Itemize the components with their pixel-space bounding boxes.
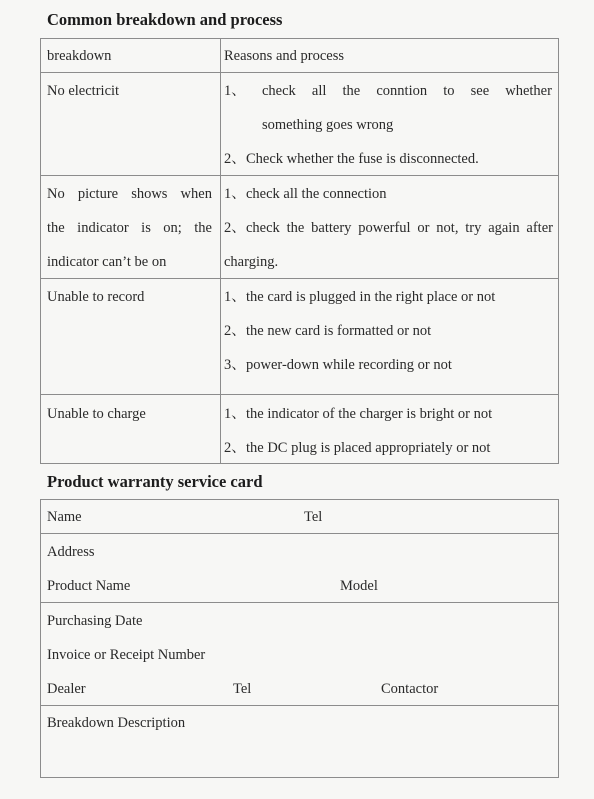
step-word: whether <box>505 83 552 99</box>
step-text: the card is plugged in the right place or not <box>246 289 496 305</box>
step-text-justified <box>246 219 553 237</box>
step-word: conntion <box>376 83 428 99</box>
step-number: 2、 <box>224 151 246 167</box>
process-column-header: Reasons and process <box>224 48 345 64</box>
step-word: the <box>342 83 361 99</box>
step-text: the new card is formatted or not <box>246 323 432 339</box>
row-divider <box>40 72 559 73</box>
breakdown-column-header: breakdown <box>47 48 112 64</box>
step-number: 2、 <box>224 220 246 236</box>
tel-field-label: Tel <box>304 509 323 525</box>
dealer-tel-field-label: Tel <box>233 681 252 697</box>
breakdown-cell: indicator can’t be on <box>47 254 167 270</box>
row-divider <box>40 394 559 395</box>
product-name-field-label: Product Name <box>47 578 131 594</box>
breakdown-cell: No electricit <box>47 83 120 99</box>
step-word: check <box>246 220 280 236</box>
breakdown-word: is <box>141 220 151 236</box>
breakdown-word: when <box>180 186 212 202</box>
address-field-label: Address <box>47 544 95 560</box>
breakdown-cell-justified <box>47 185 212 203</box>
step-text: Check whether the fuse is disconnected. <box>246 151 479 167</box>
step-text: check all the connection <box>246 186 387 202</box>
step-word: or <box>417 220 430 236</box>
dealer-field-label: Dealer <box>47 681 86 697</box>
breakdown-word: indicator <box>77 220 129 236</box>
step-word: battery <box>311 220 352 236</box>
name-field-label: Name <box>47 509 82 525</box>
purchasing-date-field-label: Purchasing Date <box>47 613 143 629</box>
row-divider <box>40 705 559 706</box>
breakdown-word: on; <box>163 220 182 236</box>
breakdown-cell: Unable to record <box>47 289 145 305</box>
step-word: again <box>488 220 520 236</box>
warranty-card-title: Product warranty service card <box>47 472 263 491</box>
step-text: the indicator of the charger is bright or not <box>246 406 493 422</box>
contactor-field-label: Contactor <box>381 681 439 697</box>
row-divider <box>40 602 559 603</box>
step-number: 2、 <box>224 323 246 339</box>
step-word: not, <box>436 220 459 236</box>
step-number: 1、 <box>224 83 246 99</box>
column-divider <box>220 38 221 464</box>
step-number: 3、 <box>224 357 246 373</box>
invoice-number-field-label: Invoice or Receipt Number <box>47 647 206 663</box>
step-word: to <box>443 83 455 99</box>
step-text: something goes wrong <box>262 117 394 133</box>
breakdown-cell-justified <box>47 219 212 237</box>
row-divider <box>40 175 559 176</box>
step-text-justified <box>262 82 552 100</box>
breakdown-description-field-label: Breakdown Description <box>47 715 186 731</box>
step-number: 1、 <box>224 406 246 422</box>
step-text: the DC plug is placed appropriately or not <box>246 440 491 456</box>
model-field-label: Model <box>340 578 378 594</box>
row-divider <box>40 278 559 279</box>
row-divider <box>40 533 559 534</box>
step-word: check <box>262 83 296 99</box>
step-word: the <box>286 220 305 236</box>
breakdown-word: picture <box>77 186 119 202</box>
step-number: 2、 <box>224 440 246 456</box>
warranty-card-border <box>40 499 559 778</box>
step-word: try <box>465 220 482 236</box>
step-text: charging. <box>224 254 279 270</box>
breakdown-cell: Unable to charge <box>47 406 146 422</box>
step-word: all <box>311 83 327 99</box>
step-word: powerful <box>358 220 411 236</box>
breakdown-word: the <box>47 220 65 236</box>
breakdown-word: the <box>194 220 212 236</box>
step-word: see <box>470 83 490 99</box>
breakdown-table-border <box>40 38 559 464</box>
breakdown-section-title: Common breakdown and process <box>47 10 283 29</box>
breakdown-word: shows <box>131 186 168 202</box>
step-number: 1、 <box>224 186 246 202</box>
step-word: after <box>526 220 553 236</box>
step-text: power-down while recording or not <box>246 357 452 373</box>
breakdown-word: No <box>47 186 65 202</box>
step-number: 1、 <box>224 289 246 305</box>
